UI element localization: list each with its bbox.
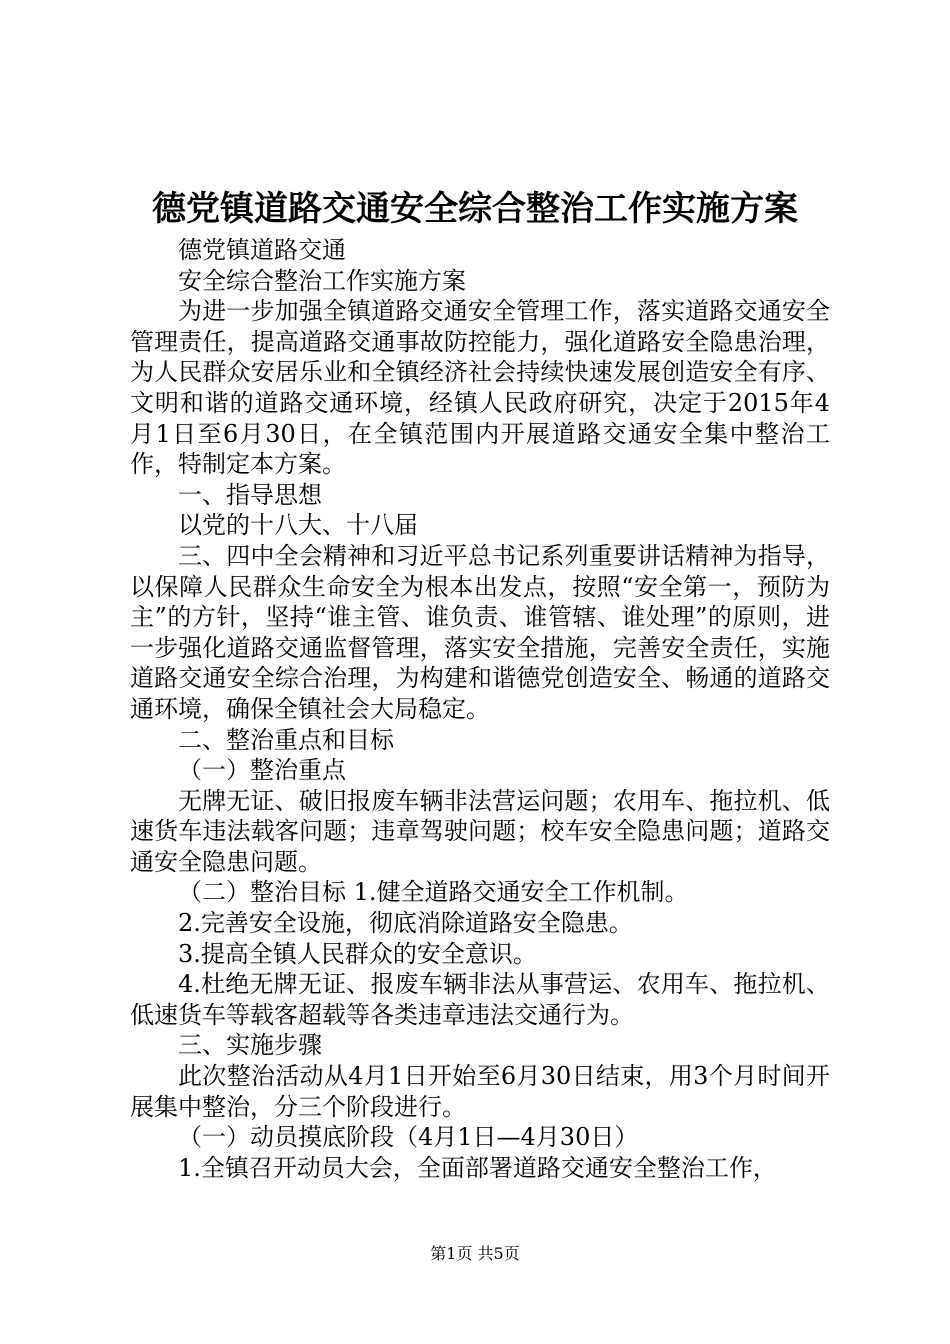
page-number-footer: 第1页 共5页 bbox=[430, 1244, 520, 1263]
paragraph-focus-items: 无牌无证、破旧报废车辆非法营运问题；农用车、拖拉机、低速货车违法载客问题；违章驾驶问题；校车安全隐患问题；道路交通安全隐患问题。 bbox=[130, 786, 830, 876]
paragraph-schedule: 此次整治活动从4月1日开始至6月30日结束，用3个月时间开展集中整治，分三个阶段进行。 bbox=[130, 1062, 830, 1121]
paragraph-subtitle-line-1: 德党镇道路交通 bbox=[178, 236, 346, 264]
subheading-goals: （二）整治目标 1.健全道路交通安全工作机制。 bbox=[178, 878, 689, 907]
paragraph-ideology-start: 以党的十八大、十八届 bbox=[178, 511, 418, 540]
paragraph-mobilization-item-1: 1.全镇召开动员大会，全面部署道路交通安全整治工作， bbox=[178, 1153, 777, 1182]
paragraph-subtitle-line-2: 安全综合整治工作实施方案 bbox=[178, 266, 466, 295]
heading-guiding-ideology: 一、指导思想 bbox=[178, 480, 322, 509]
paragraph-goal-2: 2.完善安全设施，彻底消除道路安全隐患。 bbox=[178, 909, 633, 938]
subheading-focus: （一）整治重点 bbox=[178, 756, 346, 785]
paragraph-goal-3: 3.提高全镇人民群众的安全意识。 bbox=[178, 939, 537, 968]
heading-focus-and-goals: 二、整治重点和目标 bbox=[178, 725, 394, 754]
document-body bbox=[130, 235, 830, 1183]
paragraph-ideology-body: 三、四中全会精神和习近平总书记系列重要讲话精神为指导，以保障人民群众生命安全为根本出发点，按照“安全第一，预防为主”的方针，坚持“谁主管、谁负责、谁管辖、谁处理”的原则，进一步强化道路交通监督管理，落实安全措施，完善安全责任，实施道路交通安全综合治理，为构建和谐德党创造安全、畅通的道路交通环境，确保全镇社会大局稳定。 bbox=[130, 541, 830, 723]
paragraph-intro: 为进一步加强全镇道路交通安全管理工作，落实道路交通安全管理责任，提高道路交通事故防控能力，强化道路安全隐患治理，为人民群众安居乐业和全镇经济社会持续快速发展创造安全有序、文明和谐的道路交通环境，经镇人民政府研究，决定于2015年4月1日至6月30日，在全镇范围内开展道路交通安全集中整治工作，特制定本方案。 bbox=[130, 297, 830, 479]
subheading-mobilization-phase: （一）动员摸底阶段（4月1日—4月30日） bbox=[178, 1123, 639, 1152]
document-title: 德党镇道路交通安全综合整治工作实施方案 bbox=[152, 189, 798, 229]
heading-implementation-steps: 三、实施步骤 bbox=[178, 1031, 322, 1060]
paragraph-goal-4: 4.杜绝无牌无证、报废车辆非法从事营运、农用车、拖拉机、低速货车等载客超载等各类违章违法交通行为。 bbox=[130, 970, 830, 1029]
